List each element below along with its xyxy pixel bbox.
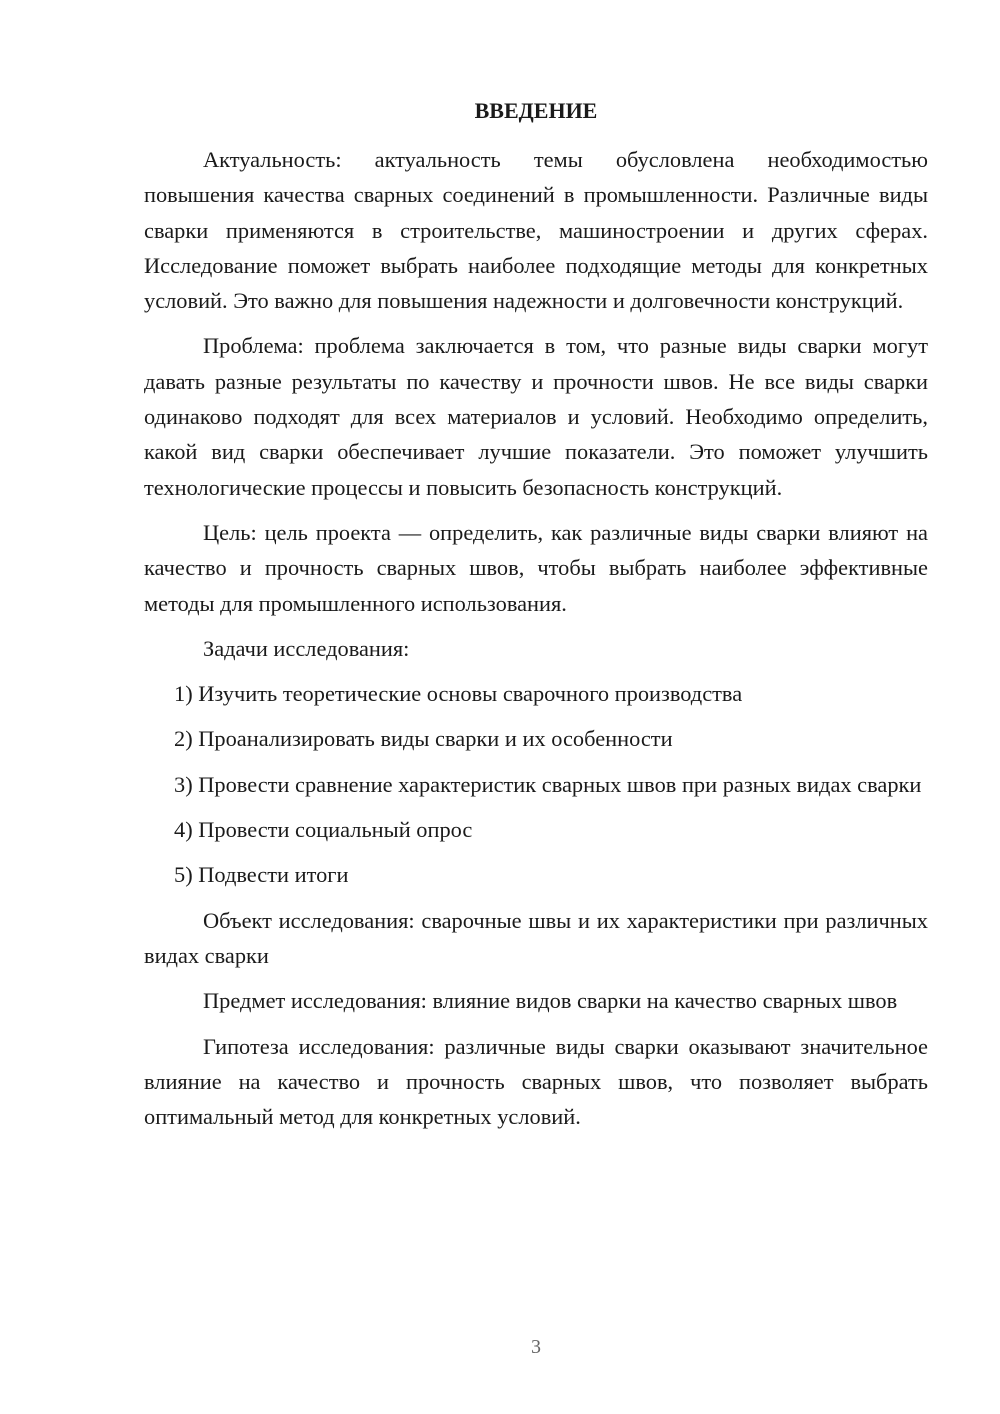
document-body (144, 142, 928, 1144)
tasks-heading: Задачи исследования: (203, 635, 410, 661)
task-item-3: 3) Провести сравнение характеристик сварных швов при разных видах сварки (174, 771, 922, 797)
task-item-4: 4) Провести социальный опрос (174, 817, 473, 843)
paragraph-subject: Предмет исследования: влияние видов сварки на качество сварных швов (203, 988, 898, 1014)
paragraph-problem: Проблема: проблема заключается в том, что разные виды сварки могут давать разные результаты по качеству и прочности швов. Не все виды сварки одинаково подходят для всех материалов и условий. Необходимо определить, какой вид сварки обеспечивает лучшие показатели. Это поможет улучшить технологические процессы и повысить безопасность конструкций. (144, 333, 928, 500)
page-number: 3 (531, 1336, 541, 1358)
paragraph-hypothesis: Гипотеза исследования: различные виды сварки оказывают значительное влияние на качество и прочность сварных швов, что позволяет выбрать оптимальный метод для конкретных условий. (144, 1033, 928, 1130)
paragraph-object: Объект исследования: сварочные швы и их характеристики при различных видах сварки (144, 907, 928, 968)
paragraph-relevance: Актуальность: актуальность темы обусловлена необходимостью повышения качества сварных соединений в промышленности. Различные виды сварки применяются в строительстве, машиностроении и других сферах. Исследование поможет выбрать наиболее подходящие методы для конкретных условий. Это важно для повышения надежности и долговечности конструкций. (144, 147, 928, 314)
task-item-2: 2) Проанализировать виды сварки и их особенности (174, 726, 673, 752)
task-item-1: 1) Изучить теоретические основы сварочного производства (174, 681, 743, 707)
task-item-5: 5) Подвести итоги (174, 862, 349, 888)
section-title: ВВЕДЕНИЕ (474, 98, 598, 123)
paragraph-goal: Цель: цель проекта — определить, как различные виды сварки влияют на качество и прочность сварных швов, чтобы выбрать наиболее эффективные методы для промышленного использования. (144, 519, 928, 616)
